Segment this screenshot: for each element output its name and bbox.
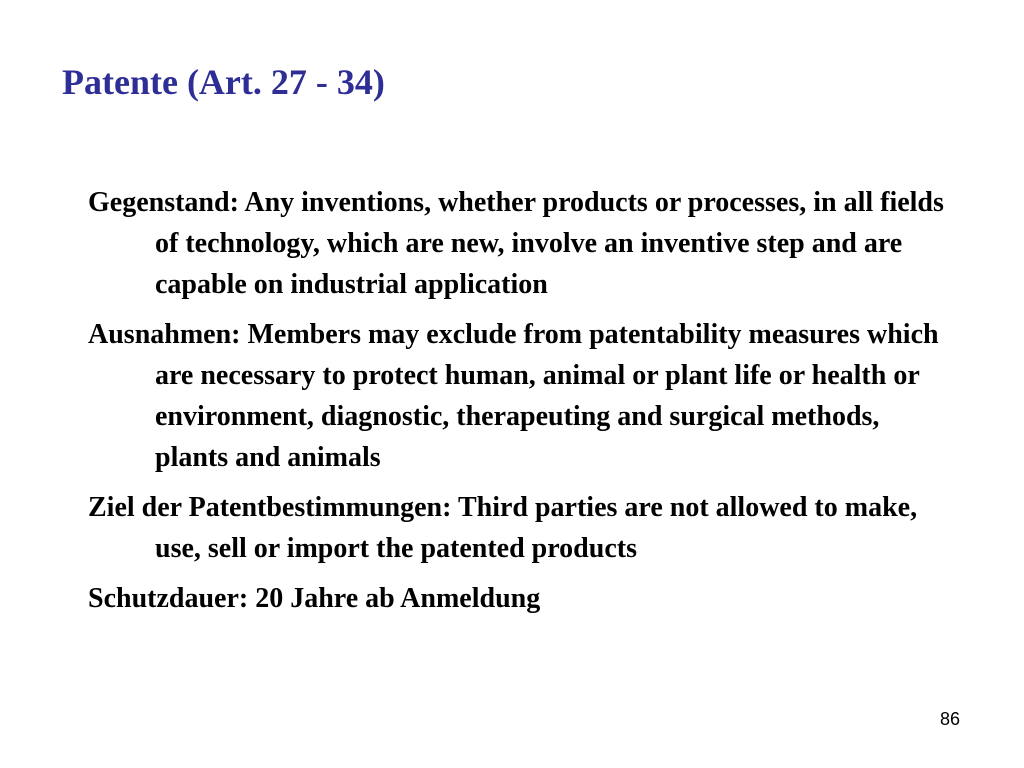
bullet-schutzdauer: Schutzdauer: 20 Jahre ab Anmeldung xyxy=(88,583,541,614)
bullet-ziel: Ziel der Patentbestimmungen: Third parties are not allowed to make, use, sell or import the patented products xyxy=(88,492,918,564)
slide-body xyxy=(88,182,958,628)
bullet-ausnahmen: Ausnahmen: Members may exclude from patentability measures which are necessary to protect human, animal or plant life or health or environment, diagnostic, therapeuting and surgical methods, plants and animals xyxy=(88,319,939,473)
slide-title: Patente (Art. 27 - 34) xyxy=(62,62,385,102)
bullet-gegenstand: Gegenstand: Any inventions, whether products or processes, in all fields of technology, which are new, involve an inventive step and are capable on industrial application xyxy=(88,187,944,300)
page-number: 86 xyxy=(939,709,961,729)
